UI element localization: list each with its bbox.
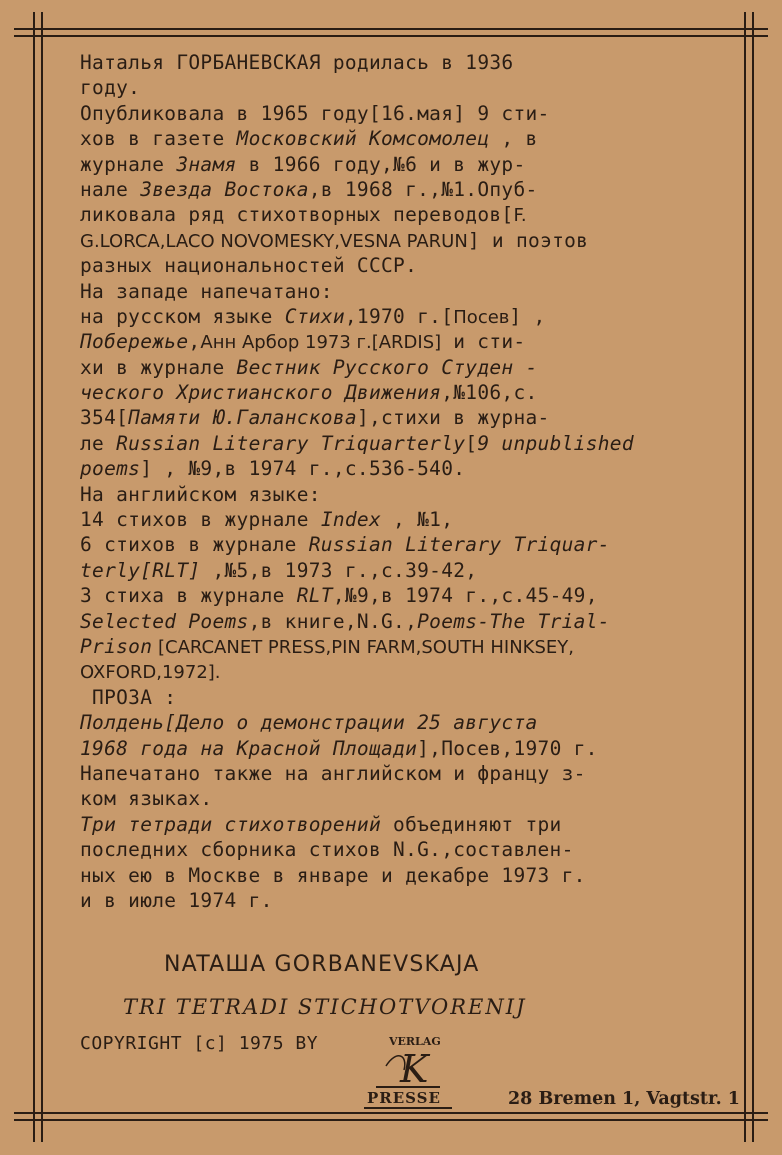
text-segment: ,: [188, 330, 201, 354]
text-segment: ком языках.: [80, 787, 213, 811]
text-segment: RLT: [296, 584, 333, 608]
text-segment: и в июле 1974 г.: [80, 888, 273, 912]
text-segment: 1968 года на Красной Площади: [80, 736, 418, 760]
text-segment: ных ею в Москве в январе и декабре 1973 г.: [80, 863, 586, 887]
text-line: [80, 532, 730, 557]
text-line: [80, 329, 730, 354]
text-line: [80, 482, 730, 507]
text-segment: разных национальностей СССР.: [80, 254, 418, 278]
border-outer-top: [14, 28, 768, 30]
text-segment: На английском языке:: [80, 482, 321, 506]
text-segment: ] , №9,в 1974 г.,с.536-540.: [140, 457, 466, 481]
author-name: NATAШA GORBANEVSKAJA: [164, 952, 480, 977]
text-segment: последних сборника стихов N.G.,составлен-: [80, 838, 574, 862]
text-segment: году.: [80, 76, 141, 100]
text-line: [80, 228, 730, 253]
text-segment: ,в книге,N.G.,: [248, 609, 418, 633]
text-line: [80, 279, 730, 304]
border-inner-top: [14, 35, 768, 37]
text-segment: F.: [513, 205, 527, 227]
publisher-logo: [360, 1032, 460, 1112]
text-segment: ] ,: [509, 304, 546, 328]
text-segment: Знамя: [176, 152, 237, 176]
text-segment: 6 стихов в журнале: [80, 533, 309, 557]
border-inner-bottom: [14, 1119, 768, 1121]
text-segment: Вестник Русского Студен -: [236, 355, 538, 379]
text-segment: На западе напечатано:: [80, 279, 333, 303]
text-segment: , №1,: [381, 508, 454, 532]
logo-verlag-text: VERLAG: [389, 1035, 441, 1048]
text-segment: ,1970 г.[: [344, 304, 454, 328]
text-segment: , в: [489, 127, 538, 151]
logo-presse-text: PRESSE: [367, 1089, 441, 1107]
text-segment: Index: [320, 508, 382, 532]
book-title: TRI TETRADI STICHOTVORENIJ: [123, 995, 527, 1019]
text-segment: и сти-: [441, 330, 526, 354]
text-segment: Московский Комсомолец: [236, 127, 490, 151]
text-line: [80, 405, 730, 430]
text-segment: Три тетради стихотворений: [80, 812, 381, 836]
text-segment: 354[: [80, 406, 129, 430]
publisher-address: 28 Bremen 1, Vagtstr. 1: [508, 1089, 740, 1109]
text-segment: хов в газете: [80, 127, 237, 151]
text-line: [80, 126, 730, 151]
text-line: [80, 609, 730, 634]
text-segment: poems: [80, 457, 141, 481]
text-line: [80, 685, 730, 710]
text-line: [80, 456, 730, 481]
text-line: [80, 812, 730, 837]
text-segment: Опубликовала в 1965 году[16.мая] 9 сти-: [80, 101, 550, 125]
text-segment: Памяти Ю.Галанскова: [128, 406, 357, 430]
text-line: [80, 583, 730, 608]
text-line: [80, 50, 730, 75]
text-segment: ческого Христианского Движения: [80, 381, 442, 405]
text-line: [80, 710, 730, 735]
text-segment: ликовала ряд стихотворных переводов[: [80, 203, 514, 227]
text-segment: ,№5,в 1973 г.,с.39-42,: [200, 558, 478, 582]
text-line: [80, 736, 730, 761]
text-segment: ,№9,в 1974 г.,с.45-49,: [332, 584, 598, 608]
border-inner-right: [752, 12, 754, 1142]
text-line: [80, 431, 730, 456]
text-line: [80, 304, 730, 329]
text-segment: Побережье: [80, 330, 189, 354]
text-segment: хи в журнале: [80, 355, 237, 379]
text-line: [80, 659, 730, 684]
text-segment: [CARCANET PRESS,PIN FARM,SOUTH HINKSEY,: [152, 636, 575, 658]
text-line: [80, 380, 730, 405]
text-line: [80, 152, 730, 177]
text-segment: Посев: [453, 306, 510, 328]
text-segment: журнале: [80, 152, 177, 176]
text-segment: ],Посев,1970 г.: [417, 736, 598, 760]
text-segment: [: [465, 431, 478, 455]
text-segment: Анн Арбор 1973 г.[ARDIS]: [200, 332, 442, 354]
text-segment: terly[RLT]: [80, 558, 201, 582]
text-segment: ,№106,с.: [441, 381, 538, 405]
text-line: [80, 761, 730, 786]
text-segment: Наталья ГОРБАНЕВСКАЯ родилась в 1936: [80, 51, 514, 74]
text-segment: Selected Poems: [80, 609, 249, 633]
border-outer-left: [33, 12, 35, 1142]
text-line: [80, 863, 730, 888]
text-segment: Звезда Востока: [140, 177, 309, 201]
border-inner-left: [41, 12, 43, 1142]
text-line: [80, 75, 730, 100]
text-segment: Poems-The Trial-: [417, 609, 610, 633]
text-segment: 14 стихов в журнале: [80, 508, 321, 532]
text-segment: Russian Literary Triquar-: [308, 533, 610, 557]
text-segment: 9 unpublished: [477, 431, 634, 455]
text-segment: объединяют три: [381, 812, 562, 836]
text-segment: ],стихи в журна-: [356, 406, 550, 430]
logo-monogram: K: [400, 1047, 429, 1091]
text-segment: 3 стиха в журнале: [80, 584, 297, 608]
text-line: [80, 253, 730, 278]
text-segment: Напечатано также на английском и францу з-: [80, 761, 586, 785]
text-segment: Полдень[Дело о демонстрации 25 августа: [80, 711, 538, 735]
text-line: [80, 634, 730, 659]
text-segment: Prison: [80, 634, 153, 658]
text-line: [80, 888, 730, 913]
text-segment: ] и поэтов: [467, 228, 589, 252]
biography-text: [80, 50, 730, 913]
text-line: [80, 355, 730, 380]
text-segment: ле: [80, 431, 117, 455]
text-line: [80, 507, 730, 532]
border-outer-bottom: [14, 1112, 768, 1114]
text-line: [80, 177, 730, 202]
text-segment: на русском языке: [80, 304, 285, 328]
copyright-line: COPYRIGHT [c] 1975 BY: [80, 1033, 319, 1054]
text-segment: ,в 1968 г.,№1.Опуб-: [308, 177, 538, 201]
text-segment: Russian Literary Triquarterly: [116, 431, 466, 455]
text-segment: ПРОЗА :: [80, 685, 177, 709]
text-segment: Стихи: [284, 304, 345, 328]
text-segment: в 1966 году,№6 и в жур-: [236, 152, 526, 176]
text-line: [80, 837, 730, 862]
text-line: [80, 101, 730, 126]
text-segment: G.LORCA,LACO NOVOMESKY,VESNA PARUN: [80, 230, 468, 252]
text-line: [80, 202, 730, 227]
border-outer-right: [744, 12, 746, 1142]
text-segment: OXFORD,1972].: [80, 662, 221, 684]
text-line: [80, 786, 730, 811]
text-line: [80, 558, 730, 583]
text-segment: нале: [80, 177, 141, 201]
